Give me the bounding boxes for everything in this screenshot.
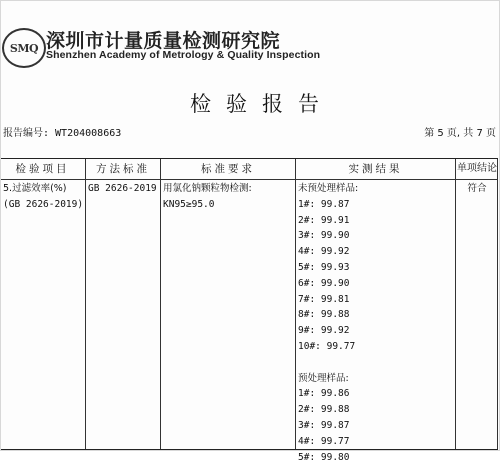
- untreated-sample-result: 1#: 99.87: [298, 198, 350, 210]
- untreated-sample-result: 7#: 99.81: [298, 293, 350, 305]
- result-spacer: [298, 355, 358, 371]
- untreated-sample-result: 2#: 99.91: [298, 214, 350, 226]
- requirement-method: 用氯化钠颗粒物检测:: [163, 183, 252, 194]
- header-conclusion: 单项结论: [457, 163, 497, 174]
- method-standard-cell: GB 2626-2019: [88, 183, 157, 194]
- treated-samples-title: 预处理样品:: [298, 372, 349, 384]
- treated-sample-result: 3#: 99.87: [298, 419, 350, 431]
- column-divider: [85, 159, 86, 449]
- untreated-sample-result: 10#: 99.77: [298, 340, 356, 352]
- untreated-sample-result: 8#: 99.88: [298, 309, 350, 321]
- test-item-name: 5.过滤效率(%): [3, 183, 67, 194]
- untreated-sample-result: 6#: 99.90: [298, 277, 350, 289]
- table-right-border: [497, 159, 498, 449]
- header-method-standard: 方法标准: [96, 163, 150, 175]
- institution-logo: [2, 28, 46, 68]
- treated-sample-result: 2#: 99.88: [298, 404, 350, 416]
- results-table: [0, 158, 498, 463]
- treated-sample-result: 4#: 99.77: [298, 435, 350, 447]
- document-title: 检验报告: [190, 92, 334, 116]
- untreated-sample-result: 5#: 99.93: [298, 261, 350, 273]
- institution-name-en: Shenzhen Academy of Metrology & Quality Inspection: [46, 49, 321, 61]
- treated-sample-result: 1#: 99.86: [298, 388, 350, 400]
- column-divider: [455, 159, 456, 449]
- header-row-divider: [0, 179, 498, 180]
- untreated-sample-result: 4#: 99.92: [298, 246, 350, 258]
- page-indicator: 第 5 页, 共 7 页: [424, 128, 496, 139]
- column-divider: [295, 159, 296, 449]
- untreated-sample-result: 9#: 99.92: [298, 325, 350, 337]
- report-number: 报告编号: WT204008663: [3, 128, 122, 139]
- untreated-sample-result: 3#: 99.90: [298, 230, 350, 242]
- test-item-standard: (GB 2626-2019): [3, 198, 84, 210]
- requirement-cell: [163, 181, 252, 212]
- test-item-cell: [3, 181, 83, 212]
- header-requirement: 标准要求: [201, 163, 255, 175]
- header-measured-result: 实测结果: [348, 163, 403, 175]
- conclusion-cell: 符合: [467, 183, 487, 194]
- institution-name-cn: 深圳市计量质量检测研究院: [46, 30, 281, 52]
- table-left-border: [0, 159, 1, 449]
- requirement-threshold: KN95≥95.0: [163, 198, 215, 210]
- header-test-item: 检验项目: [15, 163, 70, 175]
- treated-sample-result: 5#: 99.80: [298, 451, 350, 463]
- untreated-samples-title: 未预处理样品:: [298, 183, 359, 194]
- measured-results-cell: [298, 181, 358, 465]
- logo-text: SMQ: [9, 41, 39, 55]
- column-divider: [160, 159, 161, 449]
